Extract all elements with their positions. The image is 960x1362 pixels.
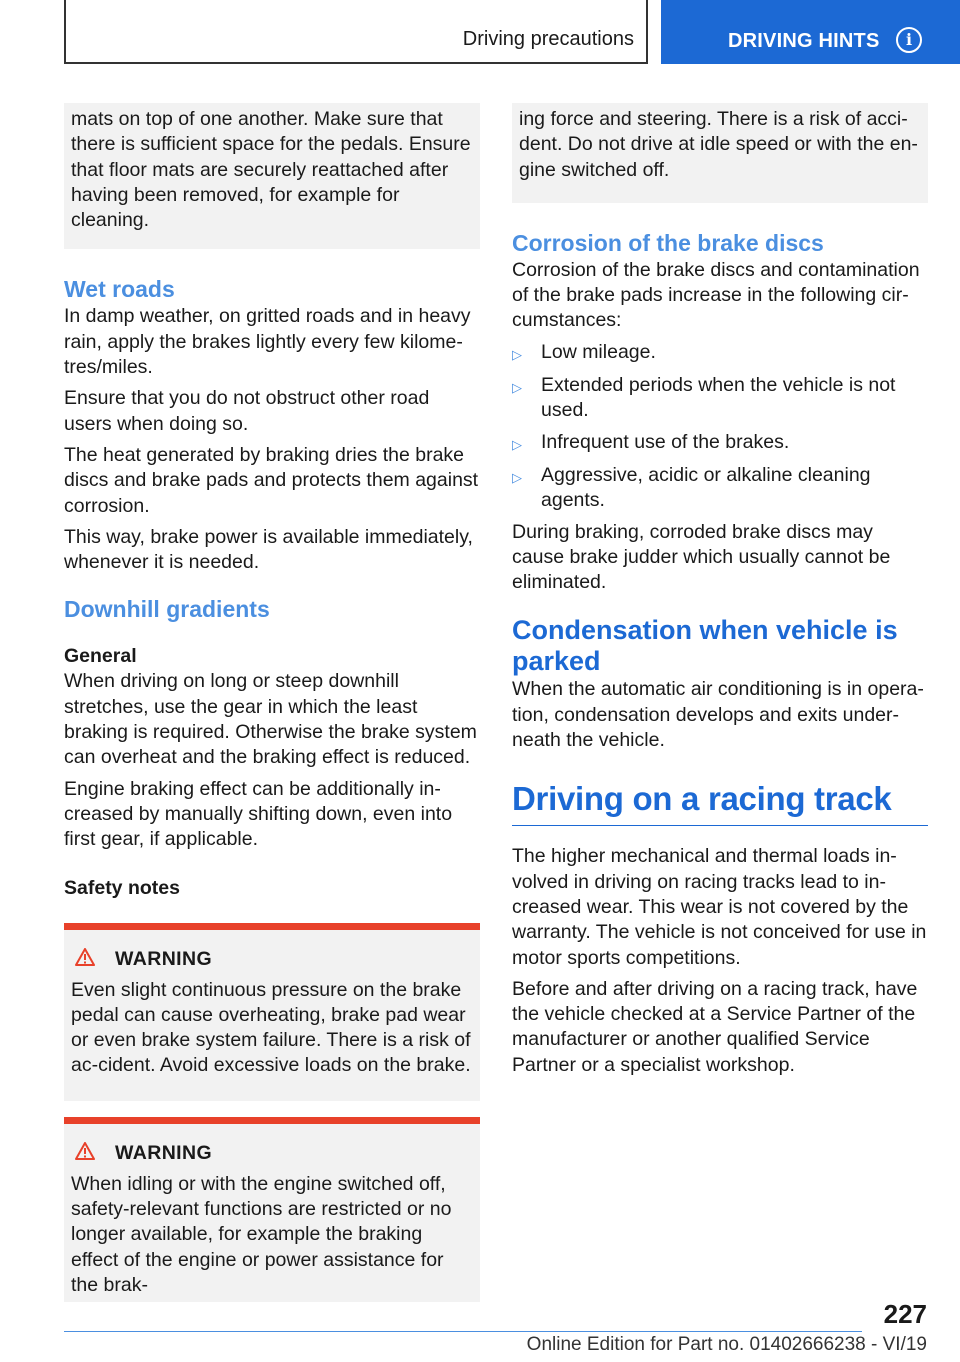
racing-heading-block	[512, 779, 928, 826]
info-icon: i	[896, 27, 922, 53]
downhill-paragraph-2: Engine braking effect can be additionally in‐creased by manually shifting down, even into first gear, if applicable.	[64, 777, 453, 851]
wet-roads-paragraph-2: Ensure that you do not obstruct other road users when doing so.	[64, 387, 430, 435]
corrosion-paragraph-2: During braking, corroded brake discs may cause brake judder which usually cannot be eliminated.	[512, 520, 891, 594]
continued-warning-text: ing force and steering. There is a risk of acci‐dent. Do not drive at idle speed or with the en‐gine switched off.	[519, 108, 918, 181]
running-header	[64, 0, 648, 64]
right-column	[512, 103, 928, 1078]
warning-title: WARNING	[115, 948, 213, 971]
wet-roads-paragraph-3: The heat generated by braking dries the brake discs and brake pads and protects them against corrosion.	[64, 443, 479, 517]
condensation-paragraph: When the automatic air conditioning is in opera‐tion, condensation develops and exits under‐neath the vehicle.	[512, 678, 924, 752]
edition-note: Online Edition for Part no. 01402666238 - VI/19	[526, 1334, 927, 1355]
warning-text: Even slight continuous pressure on the brake pedal can cause overheating, brake pad wear or even brake system failure. There is a risk of ac‐cident. Avoid excessive loads on the brake.	[71, 978, 471, 1077]
wet-roads-paragraph-1: In damp weather, on gritted roads and in heavy rain, apply the brakes lightly every few kilome‐tres/miles.	[64, 305, 471, 379]
safety-notes-subheading: Safety notes	[64, 876, 180, 899]
continued-warning-box	[512, 103, 928, 203]
triangle-bullet-icon: ▷	[512, 346, 522, 362]
warning-triangle-icon	[75, 1142, 111, 1166]
corrosion-heading: Corrosion of the brake discs	[512, 229, 824, 256]
warning-triangle-icon	[75, 948, 111, 972]
wet-roads-paragraph-4: This way, brake power is available immediately, whenever it is needed.	[64, 525, 473, 574]
warning-box-1	[64, 930, 480, 1101]
list-item: ▷ Aggressive, acidic or alkaline cleaning agents.	[512, 463, 928, 514]
footer-rule	[64, 1331, 862, 1332]
warning-title: WARNING	[115, 1142, 213, 1165]
downhill-heading: Downhill gradients	[64, 596, 270, 623]
racing-paragraph-2: Before and after driving on a racing track, have the vehicle checked at a Service Partner of the manufacturer or another qualified Service Partner or a specialist workshop.	[512, 977, 918, 1076]
triangle-bullet-icon: ▷	[512, 380, 522, 396]
page-number: 227	[883, 1299, 927, 1329]
chapter-tab	[661, 0, 960, 64]
chapter-title: DRIVING HINTS	[728, 30, 880, 52]
list-item: ▷ Extended periods when the vehicle is not used.	[512, 373, 928, 424]
list-item: ▷ Infrequent use of the brakes.	[512, 430, 928, 457]
corrosion-paragraph-1: Corrosion of the brake discs and contamination of the brake pads increase in the following cir‐cumstances:	[512, 258, 920, 332]
continued-text-box	[64, 103, 480, 249]
section-title: Driving precautions	[462, 28, 634, 50]
left-column	[64, 103, 480, 1302]
warning-text: When idling or with the engine switched off, safety-relevant functions are restricted or no longer available, for example the braking effect of the engine or power assistance for the brak‐	[71, 1172, 452, 1296]
warning-box-2	[64, 1124, 480, 1302]
warning-bar	[64, 923, 480, 930]
list-item: ▷ Low mileage.	[512, 340, 928, 367]
triangle-bullet-icon: ▷	[512, 469, 522, 485]
intro-paragraph: mats on top of one another. Make sure that there is sufficient space for the pedals. Ensure that floor mats are securely reattached after having been removed, for example for cleaning.	[71, 108, 471, 232]
downhill-paragraph-1: When driving on long or steep downhill stretches, use the gear in which the least braking is required. Otherwise the brake system can overheat and the braking effect is reduced.	[64, 670, 477, 769]
general-subheading: General	[64, 645, 137, 668]
condensation-heading: Condensation when vehicle is parked	[512, 615, 898, 677]
warning-bar	[64, 1117, 480, 1124]
triangle-bullet-icon: ▷	[512, 436, 522, 452]
wet-roads-heading: Wet roads	[64, 276, 175, 303]
racing-paragraph-1: The higher mechanical and thermal loads in‐volved in driving on racing tracks lead to in‐creased wear. This wear is not covered by the warranty. The vehicle is not conceived for use in motor sports competitions.	[512, 845, 927, 969]
racing-heading: Driving on a racing track	[512, 780, 892, 818]
